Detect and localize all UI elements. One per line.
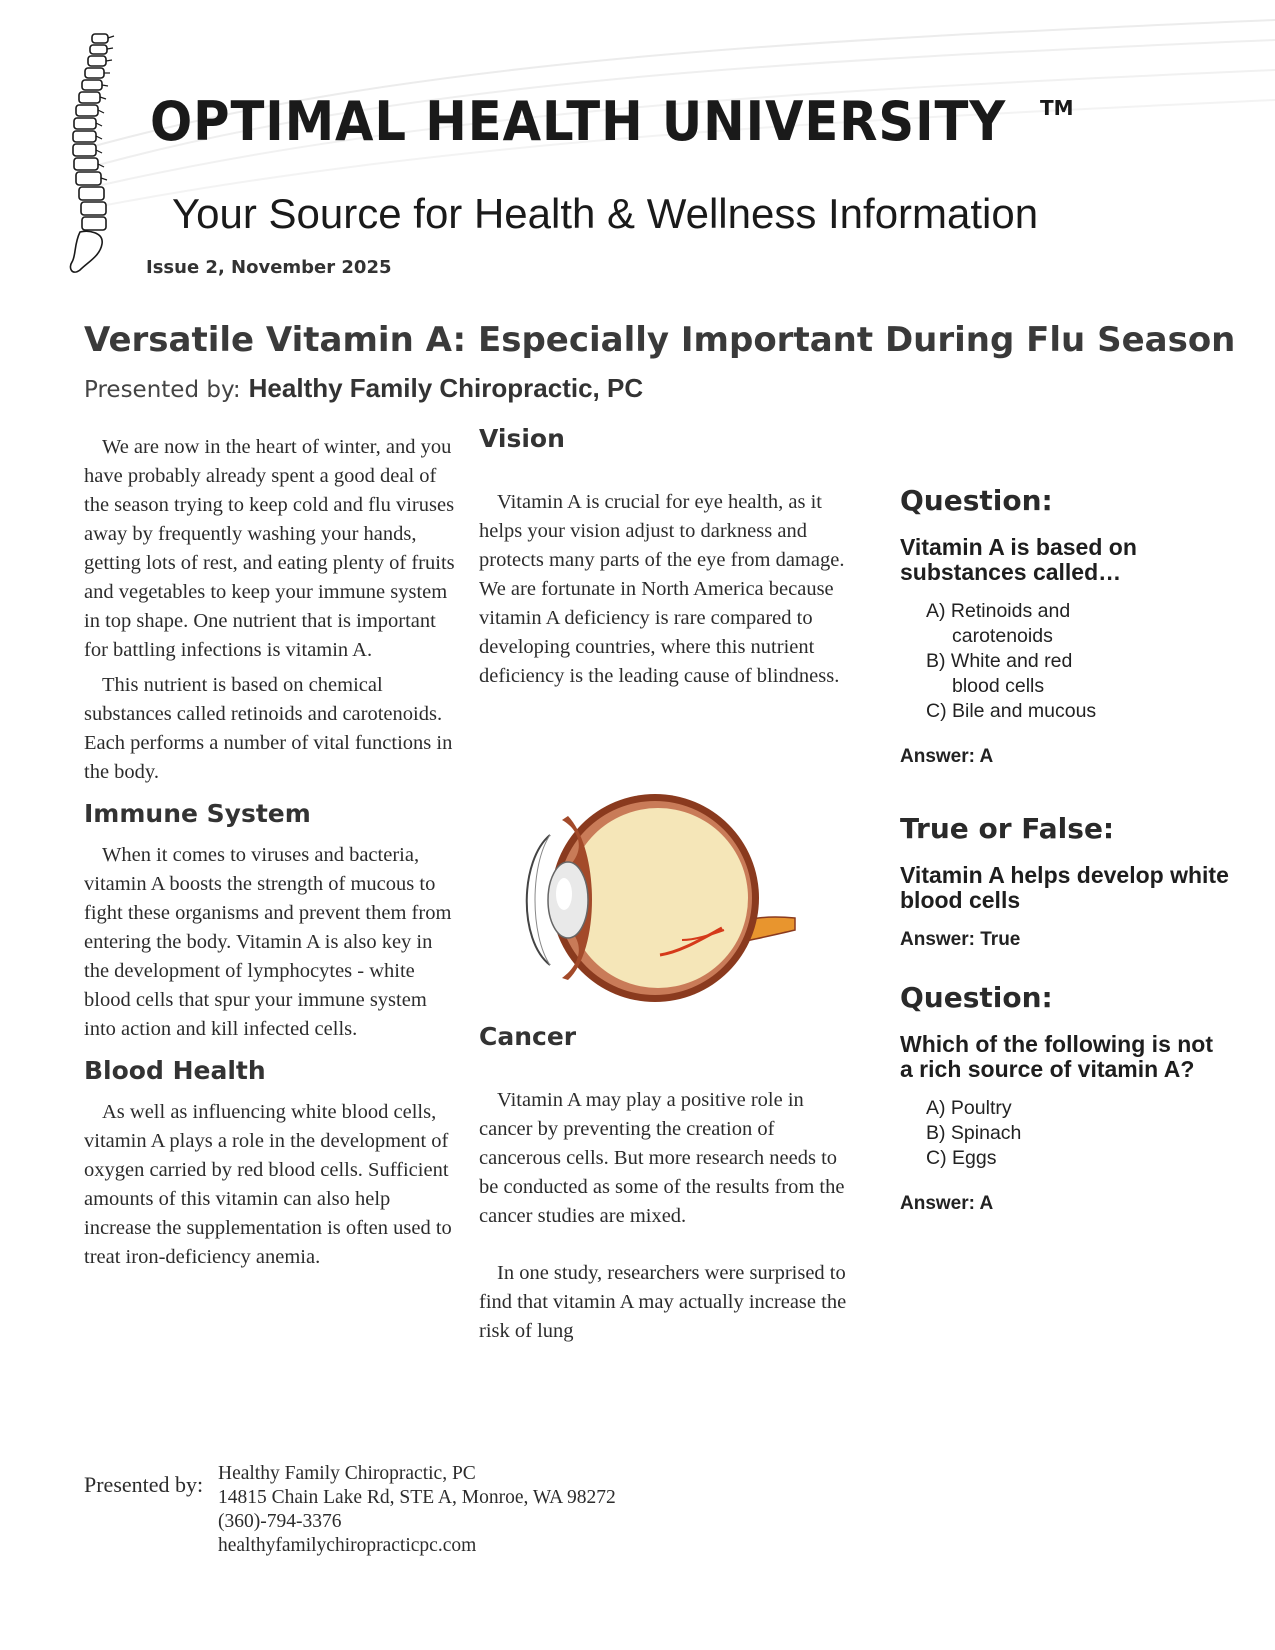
question-2-option-b: B) Spinach — [926, 1122, 1022, 1144]
trademark-mark: TM — [1040, 96, 1074, 120]
question-1-options — [900, 599, 1230, 724]
left-column — [84, 433, 460, 1272]
blood-health-heading: Blood Health — [84, 1056, 266, 1085]
issue-date: Issue 2, November 2025 — [146, 257, 392, 278]
presenter-name: Healthy Family Chiropractic, PC — [248, 373, 644, 403]
question-1-option-a — [900, 599, 1230, 649]
cancer-body-2: In one study, researchers were surprised to find that vitamin A may actually increase the risk of lung — [479, 1262, 847, 1342]
true-false-answer: Answer: True — [900, 929, 1021, 950]
intro-paragraph-1: We are now in the heart of winter, and you have probably already spent a good deal of the season trying to keep cold and flu viruses away by frequently washing your hands, getting lots of rest, and eating plenty of fruits and vegetables to keep your immune system in top shape. One nutrient that is important for battling infections is vitamin A. — [84, 436, 455, 661]
question-1-option-c: C) Bile and mucous — [926, 700, 1097, 722]
option-a-line-2: carotenoids — [952, 625, 1053, 647]
masthead-title: OPTIMAL HEALTH UNIVERSITY — [150, 90, 1007, 153]
footer-contact-lines — [218, 1462, 616, 1558]
question-2-option-c: C) Eggs — [926, 1147, 997, 1169]
question-2-options — [900, 1096, 1230, 1171]
cancer-body-1: Vitamin A may play a positive role in cancer by preventing the creation of cancerous cells. But more research needs to be conducted as some of the results from the cancer studies are mixed. — [479, 1089, 845, 1227]
cancer-heading: Cancer — [479, 1022, 577, 1051]
option-b-line-1: B) White and red — [926, 650, 1073, 672]
vision-body: Vitamin A is crucial for eye health, as it helps your vision adjust to darkness and protects many parts of the eye from damage. We are fortunate in North America because vitamin A deficiency is rare compared to developing countries, where this nutrient deficiency is the leading cause of blindness. — [479, 491, 845, 687]
eye-anatomy-illustration — [510, 790, 810, 1020]
true-false-text: Vitamin A helps develop white blood cells — [900, 862, 1229, 913]
masthead-tagline: Your Source for Health & Wellness Information — [172, 190, 1039, 237]
question-1-text: Vitamin A is based on substances called… — [900, 534, 1137, 585]
footer-website[interactable]: healthyfamilychiropracticpc.com — [218, 1535, 477, 1556]
option-a-line-1: A) Retinoids and — [926, 600, 1071, 622]
presenter-line — [84, 373, 643, 404]
true-false-heading: True or False: — [900, 812, 1115, 845]
quiz-sidebar — [900, 484, 1230, 1215]
immune-system-heading: Immune System — [84, 799, 311, 828]
question-1-answer: Answer: A — [900, 746, 994, 767]
cancer-section — [479, 1022, 849, 1346]
presented-by-label: Presented by: — [84, 377, 241, 403]
spine-icon — [58, 30, 118, 280]
intro-paragraph-2: This nutrient is based on chemical substances called retinoids and carotenoids. Each performs a number of vital functions in the body. — [84, 674, 453, 783]
question-2-option-a: A) Poultry — [926, 1097, 1012, 1119]
option-b-line-2: blood cells — [952, 675, 1045, 697]
vision-heading: Vision — [479, 424, 565, 453]
question-1-option-b — [900, 649, 1230, 699]
question-2-heading: Question: — [900, 981, 1053, 1014]
footer-address: 14815 Chain Lake Rd, STE A, Monroe, WA 98272 — [218, 1487, 616, 1508]
article-headline: Versatile Vitamin A: Especially Important During Flu Season — [84, 320, 1236, 360]
footer-presented-label: Presented by: — [84, 1472, 204, 1497]
footer-clinic-name: Healthy Family Chiropractic, PC — [218, 1463, 476, 1484]
blood-health-body: As well as influencing white blood cells, vitamin A plays a role in the development of oxygen carried by red blood cells. Sufficient amounts of this vitamin can also help increase the supplementation is often used to treat iron-deficiency anemia. — [84, 1101, 452, 1268]
immune-system-body: When it comes to viruses and bacteria, vitamin A boosts the strength of mucous to fight these organisms and prevent them from entering the body. Vitamin A is also key in the development of lymphocytes - white blood cells that spur your immune system into action and kill infected cells. — [84, 844, 452, 1040]
footer-phone: (360)-794-3376 — [218, 1511, 342, 1532]
question-2-text: Which of the following is not a rich source of vitamin A? — [900, 1031, 1214, 1082]
question-2-answer: Answer: A — [900, 1193, 994, 1214]
middle-column — [479, 424, 849, 691]
question-1-heading: Question: — [900, 484, 1053, 517]
